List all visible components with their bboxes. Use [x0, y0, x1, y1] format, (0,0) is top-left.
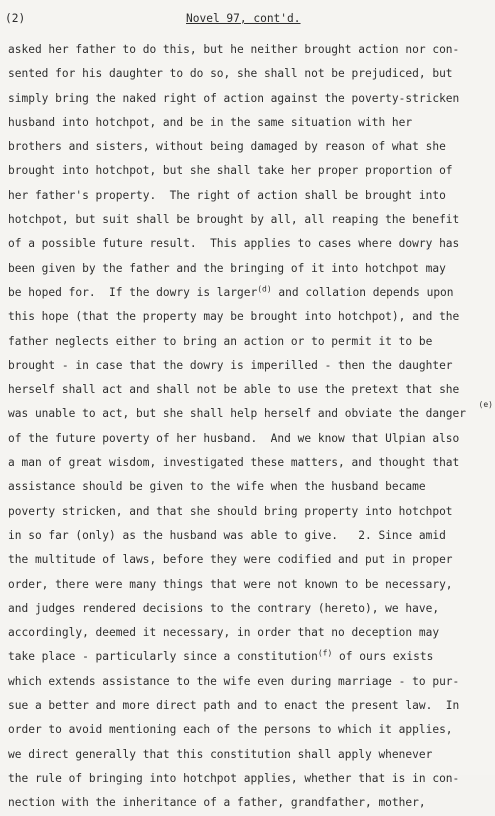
text-line: we direct generally that this constitution shall apply whenever — [8, 747, 433, 761]
text-line: which extends assistance to the wife even during marriage - to pur- — [8, 674, 460, 688]
text-line: brought - in case that the dowry is imperilled - then the daughter — [8, 358, 453, 372]
text-line: assistance should be given to the wife when the husband became — [8, 480, 426, 494]
text-line: order, there were many things that were not known to be necessary, — [8, 577, 453, 591]
text-line: her father's property. The right of action shall be brought into — [8, 188, 446, 202]
text-line: the multitude of laws, before they were codified and put in proper — [8, 553, 453, 567]
text-line: in so far (only) as the husband was able to give. 2. Since amid — [8, 528, 446, 542]
text-line: father neglects either to bring an action or to permit it to be — [8, 334, 433, 348]
text-line: this hope (that the property may be brought into hotchpot), and the — [8, 310, 460, 324]
text-line: brought into hotchpot, but she shall take her proper proportion of — [8, 164, 453, 178]
page-header — [0, 12, 495, 32]
text-line: order to avoid mentioning each of the persons to which it applies, — [8, 723, 453, 737]
text-line: accordingly, deemed it necessary, in order that no deception may — [8, 626, 440, 640]
running-head: Novel 97, cont'd. — [186, 12, 301, 25]
text-line: brothers and sisters, without being damaged by reason of what she — [8, 140, 446, 154]
text-line: husband into hotchpot, and be in the same situation with her — [8, 115, 413, 129]
footnote-ref: (f) — [317, 648, 333, 658]
page-number: (2) — [5, 12, 26, 25]
body-text — [8, 38, 492, 816]
text-line: and judges rendered decisions to the contrary (hereto), we have, — [8, 601, 440, 615]
text-line: poverty stricken, and that she should bring property into hotchpot — [8, 504, 453, 518]
text-line: nection with the inheritance of a father, grandfather, mother, — [8, 796, 426, 810]
text-line: was unable to act, but she shall help herself and obviate the danger — [8, 407, 467, 421]
margin-footnote-mark: (e) — [478, 400, 493, 409]
text-line: the rule of bringing into hotchpot applies, whether that is in con- — [8, 771, 460, 785]
text-line: been given by the father and the bringing of it into hotchpot may — [8, 261, 446, 275]
text-line: be hoped for. If the dowry is larger$^{(d)}$ and collation depends upon — [8, 284, 454, 299]
text-line: of the future poverty of her husband. And we know that Ulpian also — [8, 431, 460, 445]
text-line: take place - particularly since a constitution$^{(f)}$ of ours exists — [8, 648, 434, 664]
text-line: hotchpot, but suit shall be brought by all, all reaping the benefit — [8, 213, 460, 227]
text-line: herself shall act and shall not be able to use the pretext that she — [8, 383, 460, 397]
text-line: asked her father to do this, but he neither brought action nor con- — [8, 43, 460, 56]
text-line: sue a better and more direct path and to enact the present law. In — [8, 699, 460, 713]
footnote-ref: (d) — [257, 284, 272, 294]
text-line: a man of great wisdom, investigated these matters, and thought that — [8, 456, 460, 470]
text-line: of a possible future result. This applies to cases where dowry has — [8, 237, 460, 251]
text-line: sented for his daughter to do so, she shall not be prejudiced, but — [8, 67, 453, 81]
text-line: simply bring the naked right of action against the poverty-stricken — [8, 91, 460, 105]
